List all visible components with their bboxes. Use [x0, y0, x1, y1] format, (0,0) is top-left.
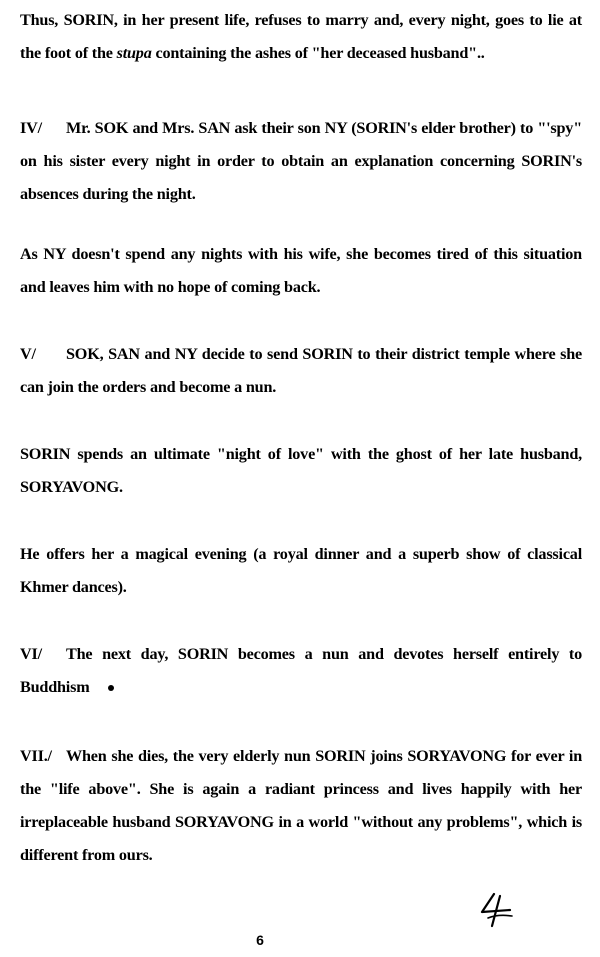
paragraph-ny-wife-text: As NY doesn't spend any nights with his wife, she becomes tired of this situation and leaves him with no hope of coming back.	[20, 245, 582, 296]
paragraph-intro	[20, 4, 582, 70]
paragraph-night-of-love	[20, 438, 582, 504]
paragraph-vi-text: The next day, SORIN becomes a nun and devotes herself entirely to Buddhism	[20, 645, 582, 696]
page-number: 6	[256, 932, 264, 948]
intro-text-after: containing the ashes of "her deceased husband"..	[151, 44, 485, 62]
paragraph-magical-evening-text: He offers her a magical evening (a royal dinner and a superb show of classical Khmer dances).	[20, 545, 582, 596]
section-numeral-vi: VI/	[20, 645, 42, 663]
paragraph-magical-evening	[20, 538, 582, 604]
paragraph-vii-text: When she dies, the very elderly nun SORIN joins SORYAVONG for ever in the "life above". She is again a radiant princess and lives happily with her irreplaceable husband SORYAVONG in a world "without any problems", which is different from ours.	[20, 747, 582, 864]
intro-emphasis-stupa: stupa	[116, 44, 152, 62]
paragraph-night-of-love-text: SORIN spends an ultimate "night of love" with the ghost of her late husband, SORYAVONG.	[20, 445, 582, 496]
paragraph-v	[20, 338, 582, 404]
section-numeral-vii: VII./	[20, 747, 52, 765]
paragraph-ny-wife	[20, 238, 582, 304]
paragraph-vii	[20, 740, 582, 872]
intro-text-before: Thus, SORIN, in her present life, refuses to marry and, every night, goes to lie at the foot of the	[20, 11, 582, 62]
bullet-dot	[108, 685, 114, 691]
paragraph-vi	[20, 638, 582, 704]
section-numeral-iv: IV/	[20, 119, 42, 137]
paragraph-iv	[20, 112, 582, 211]
section-numeral-v: V/	[20, 345, 36, 363]
paragraph-v-text: SOK, SAN and NY decide to send SORIN to their district temple where she can join the orders and become a nun.	[20, 345, 582, 396]
paragraph-iv-text: Mr. SOK and Mrs. SAN ask their son NY (SORIN's elder brother) to "'spy" on his sister every night in order to obtain an explanation concerning SORIN's absences during the night.	[20, 119, 582, 203]
handwritten-signature-icon	[474, 890, 520, 930]
